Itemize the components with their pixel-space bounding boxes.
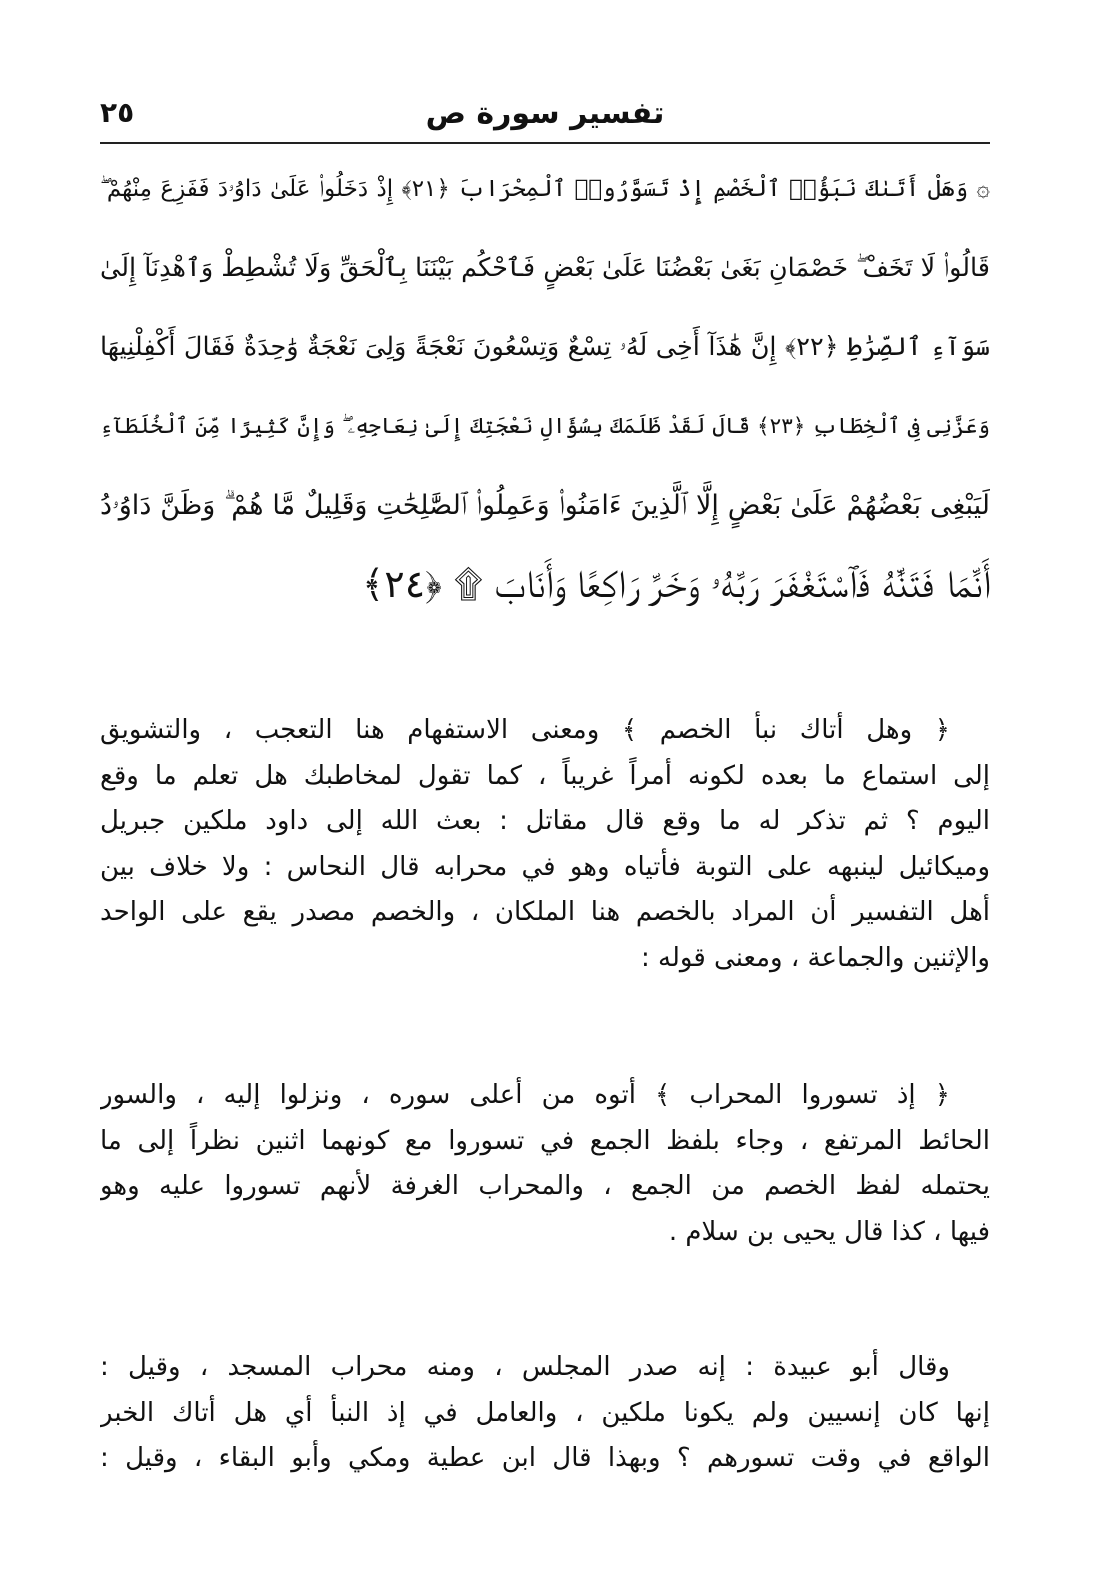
commentary-paragraph: [100, 1073, 990, 1255]
page-title: تفسير سورة ص: [425, 96, 665, 131]
paragraph-line: ﴿ إذ تسوروا المحراب ﴾ أتوه من أعلى سوره ، ونزلوا إليه ، والسور: [100, 1080, 950, 1110]
quran-line: قَالُوا۟ لَا تَخَفْ ۖ خَصْمَانِ بَغَىٰ بَعْضُنَا عَلَىٰ بَعْضٍ فَٱحْكُم بَيْنَنَا بِٱلْحَقِّ وَلَا تُشْطِطْ وَٱهْدِنَآ إِلَىٰ: [100, 253, 990, 283]
paragraph-line: والإثنين والجماعة ، ومعنى قوله :: [641, 942, 990, 973]
paragraph-line: الحائط المرتفع ، وجاء بلفظ الجمع في تسوروا مع كونهما اثنين نظراً إلى ما: [100, 1125, 990, 1156]
page-number: ٢٥: [100, 96, 135, 129]
page-header: [100, 92, 990, 144]
commentary-paragraph: [100, 1345, 990, 1482]
quran-line: ۞ وَهَلْ أَتَىٰكَ نَبَؤُا۟ ٱلْخَصْمِ إِذْ تَسَوَّرُوا۟ ٱلْمِحْرَابَ ﴿٢١﴾ إِذْ دَخَلُوا۟ عَلَىٰ دَاوُۥدَ فَفَزِعَ مِنْهُمْ ۖ: [100, 176, 990, 202]
commentary-paragraph: [100, 708, 990, 981]
quran-line: أَنَّمَا فَتَنَّٰهُ فَٱسْتَغْفَرَ رَبَّهُۥ وَخَرَّ رَاكِعًا وَأَنَابَ ۩ ﴿٢٤﴾: [362, 562, 990, 606]
paragraph-line: ﴿ وهل أتاك نبأ الخصم ﴾ ومعنى الاستفهام هنا التعجب ، والتشويق: [100, 715, 950, 745]
quran-verses-block: [100, 150, 990, 624]
paragraph-line: وقال أبو عبيدة : إنه صدر المجلس ، ومنه محراب المسجد ، وقيل :: [100, 1352, 950, 1382]
quran-line: سَوَآءِ ٱلصِّرَٰطِ ﴿٢٢﴾ إِنَّ هَٰذَآ أَخِى لَهُۥ تِسْعٌ وَتِسْعُونَ نَعْجَةً وَلِىَ نَعْجَةٌ وَٰحِدَةٌ فَقَالَ أَكْفِلْنِيهَا: [100, 332, 990, 362]
quran-line: لَيَبْغِى بَعْضُهُمْ عَلَىٰ بَعْضٍ إِلَّا ٱلَّذِينَ ءَامَنُوا۟ وَعَمِلُوا۟ ٱلصَّٰلِحَٰتِ وَقَلِيلٌ مَّا هُمْ ۗ وَظَنَّ دَاوُۥدُ: [100, 490, 990, 521]
paragraph-line: وميكائيل لينبهه على التوبة فأتياه وهو في محرابه قال النحاس : ولا خلاف بين: [100, 851, 990, 882]
paragraph-line: يحتمله لفظ الخصم من الجمع ، والمحراب الغرفة لأنهم تسوروا عليه وهو: [100, 1171, 990, 1201]
paragraph-line: اليوم ؟ ثم تذكر له ما وقع قال مقاتل : بعث الله إلى داود ملكين جبريل: [100, 806, 990, 836]
paragraph-line: إلى استماع ما بعده لكونه أمراً غريباً ، كما تقول لمخاطبك هل تعلم ما وقع: [100, 760, 990, 791]
paragraph-line: فيها ، كذا قال يحيى بن سلام .: [668, 1216, 990, 1247]
paragraph-line: الواقع في وقت تسورهم ؟ وبهذا قال ابن عطية ومكي وأبو البقاء ، وقيل :: [100, 1443, 990, 1473]
quran-line: وَعَزَّنِى فِى ٱلْخِطَابِ ﴿٢٣﴾ قَالَ لَقَدْ ظَلَمَكَ بِسُؤَالِ نَعْجَتِكَ إِلَىٰ نِعَاجِهِۦ ۖ وَإِنَّ كَثِيرًا مِّنَ ٱلْخُلَطَآءِ: [100, 414, 990, 439]
paragraph-line: أهل التفسير أن المراد بالخصم هنا الملكان ، والخصم مصدر يقع على الواحد: [100, 897, 990, 927]
paragraph-line: إنها كان إنسيين ولم يكونا ملكين ، والعامل في إذ النبأ أي هل أتاك الخبر: [100, 1397, 990, 1428]
